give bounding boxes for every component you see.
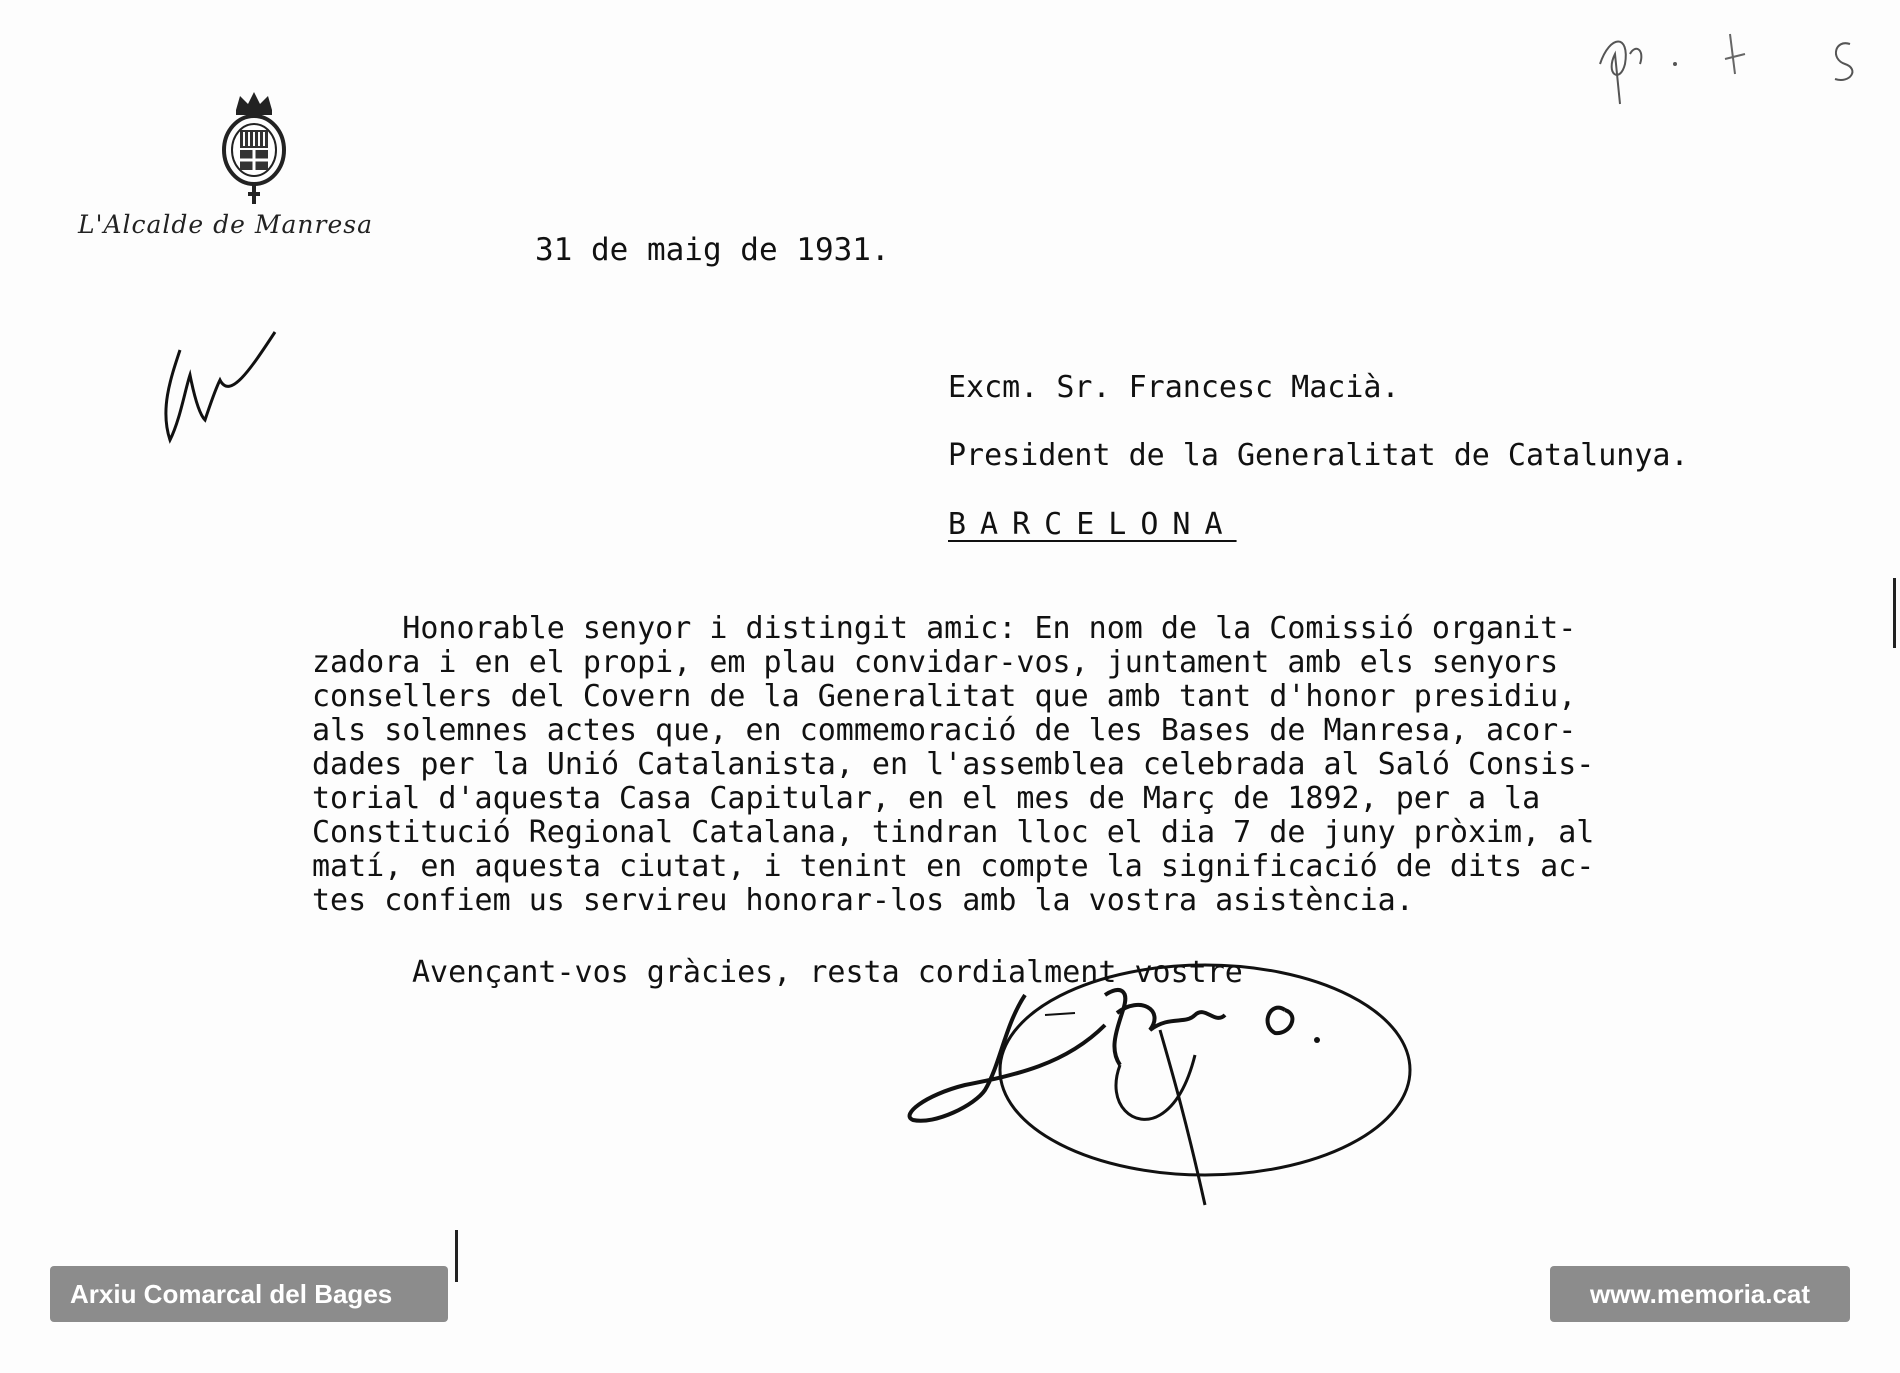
body-line: Honorable senyor i distingit amic: En nom de la Comissió organit- (312, 611, 1577, 646)
margin-tick (455, 1230, 458, 1282)
body-line: zadora i en el propi, em plau convidar-vos, juntament amb els senyors (312, 645, 1559, 680)
body-line: Constitució Regional Catalana, tindran lloc el dia 7 de juny pròxim, al (312, 815, 1595, 850)
closing-line: Avençant-vos gràcies, resta cordialment vostre (412, 955, 1243, 990)
edge-mark (1893, 578, 1896, 648)
body-line: torial d'aquesta Casa Capitular, en el mes de Març de 1892, per a la (312, 781, 1541, 816)
letter-body (312, 612, 1792, 918)
letterhead-title: L'Alcalde de Manresa (78, 210, 373, 239)
letter-date: 31 de maig de 1931. (535, 232, 890, 268)
body-line: tes confiem us servireu honorar-los amb la vostra asistència. (312, 883, 1414, 918)
recipient-title: President de la Generalitat de Catalunya. (948, 438, 1689, 473)
coat-of-arms-crest-icon (218, 88, 290, 208)
handwritten-margin-mark-icon (150, 320, 280, 460)
recipient-name: Excm. Sr. Francesc Macià. (948, 370, 1400, 405)
body-line: dades per la Unió Catalanista, en l'assemblea celebrada al Saló Consis- (312, 747, 1595, 782)
body-line: consellers del Covern de la Generalitat que amb tant d'honor presidiu, (312, 679, 1577, 714)
body-line: matí, en aquesta ciutat, i tenint en compte la significació de dits ac- (312, 849, 1595, 884)
recipient-city: BARCELONA (948, 507, 1237, 542)
archive-watermark: Arxiu Comarcal del Bages (50, 1266, 448, 1322)
handwritten-page-mark-icon (1590, 14, 1890, 114)
website-watermark: www.memoria.cat (1550, 1266, 1850, 1322)
body-line: als solemnes actes que, en commemoració de les Bases de Manresa, acor- (312, 713, 1577, 748)
signature-icon (905, 955, 1425, 1235)
